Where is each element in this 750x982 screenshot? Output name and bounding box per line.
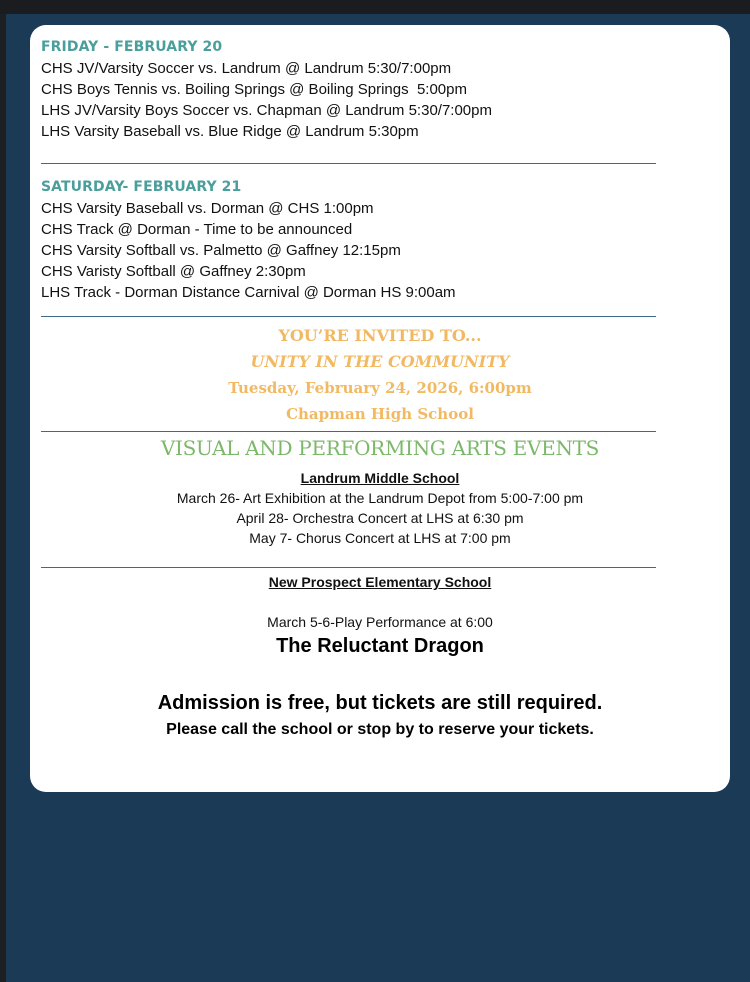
list-item: CHS Track @ Dorman - Time to be announced: [41, 221, 353, 238]
divider: [41, 316, 656, 317]
divider: [41, 567, 656, 568]
performance-date: March 5-6-Play Performance at 6:00: [267, 614, 493, 630]
list-item: April 28- Orchestra Concert at LHS at 6:30 pm: [236, 510, 524, 526]
friday-events: [41, 58, 492, 142]
invite-line: YOU’RE INVITED TO...: [278, 326, 482, 345]
saturday-events: [41, 198, 456, 303]
list-item: CHS Varsity Softball vs. Palmetto @ Gaffney 12:15pm: [41, 242, 401, 259]
list-item: LHS Track - Dorman Distance Carnival @ Dorman HS 9:00am: [41, 284, 456, 301]
event-title: UNITY IN THE COMMUNITY: [250, 352, 510, 371]
landrum-school-title: Landrum Middle School: [300, 470, 460, 486]
saturday-heading: SATURDAY- FEBRUARY 21: [41, 179, 242, 195]
list-item: CHS Varsity Baseball vs. Dorman @ CHS 1:00pm: [41, 200, 374, 217]
newsletter-card: [30, 25, 730, 792]
friday-heading: FRIDAY - FEBRUARY 20: [41, 39, 223, 55]
list-item: CHS Boys Tennis vs. Boiling Springs @ Boiling Springs 5:00pm: [41, 81, 467, 98]
admission-notice: Admission is free, but tickets are still required.: [157, 692, 603, 714]
list-item: CHS JV/Varsity Soccer vs. Landrum @ Landrum 5:30/7:00pm: [41, 60, 452, 77]
list-item: CHS Varisty Softball @ Gaffney 2:30pm: [41, 263, 306, 280]
top-bar: [0, 0, 750, 14]
left-edge: [0, 14, 6, 982]
list-item: May 7- Chorus Concert at LHS at 7:00 pm: [249, 530, 511, 546]
divider: [41, 431, 656, 432]
divider: [41, 163, 656, 164]
list-item: March 26- Art Exhibition at the Landrum Depot from 5:00-7:00 pm: [176, 490, 584, 506]
arts-title: VISUAL AND PERFORMING ARTS EVENTS: [160, 436, 600, 460]
list-item: LHS Varsity Baseball vs. Blue Ridge @ Landrum 5:30pm: [41, 123, 419, 140]
event-location: Chapman High School: [286, 405, 474, 423]
list-item: LHS JV/Varsity Boys Soccer vs. Chapman @ Landrum 5:30/7:00pm: [41, 102, 492, 119]
new-prospect-school-title: New Prospect Elementary School: [268, 574, 492, 590]
event-date: Tuesday, February 24, 2026, 6:00pm: [228, 379, 532, 397]
play-title: The Reluctant Dragon: [276, 635, 484, 657]
reserve-notice: Please call the school or stop by to reserve your tickets.: [166, 721, 594, 738]
